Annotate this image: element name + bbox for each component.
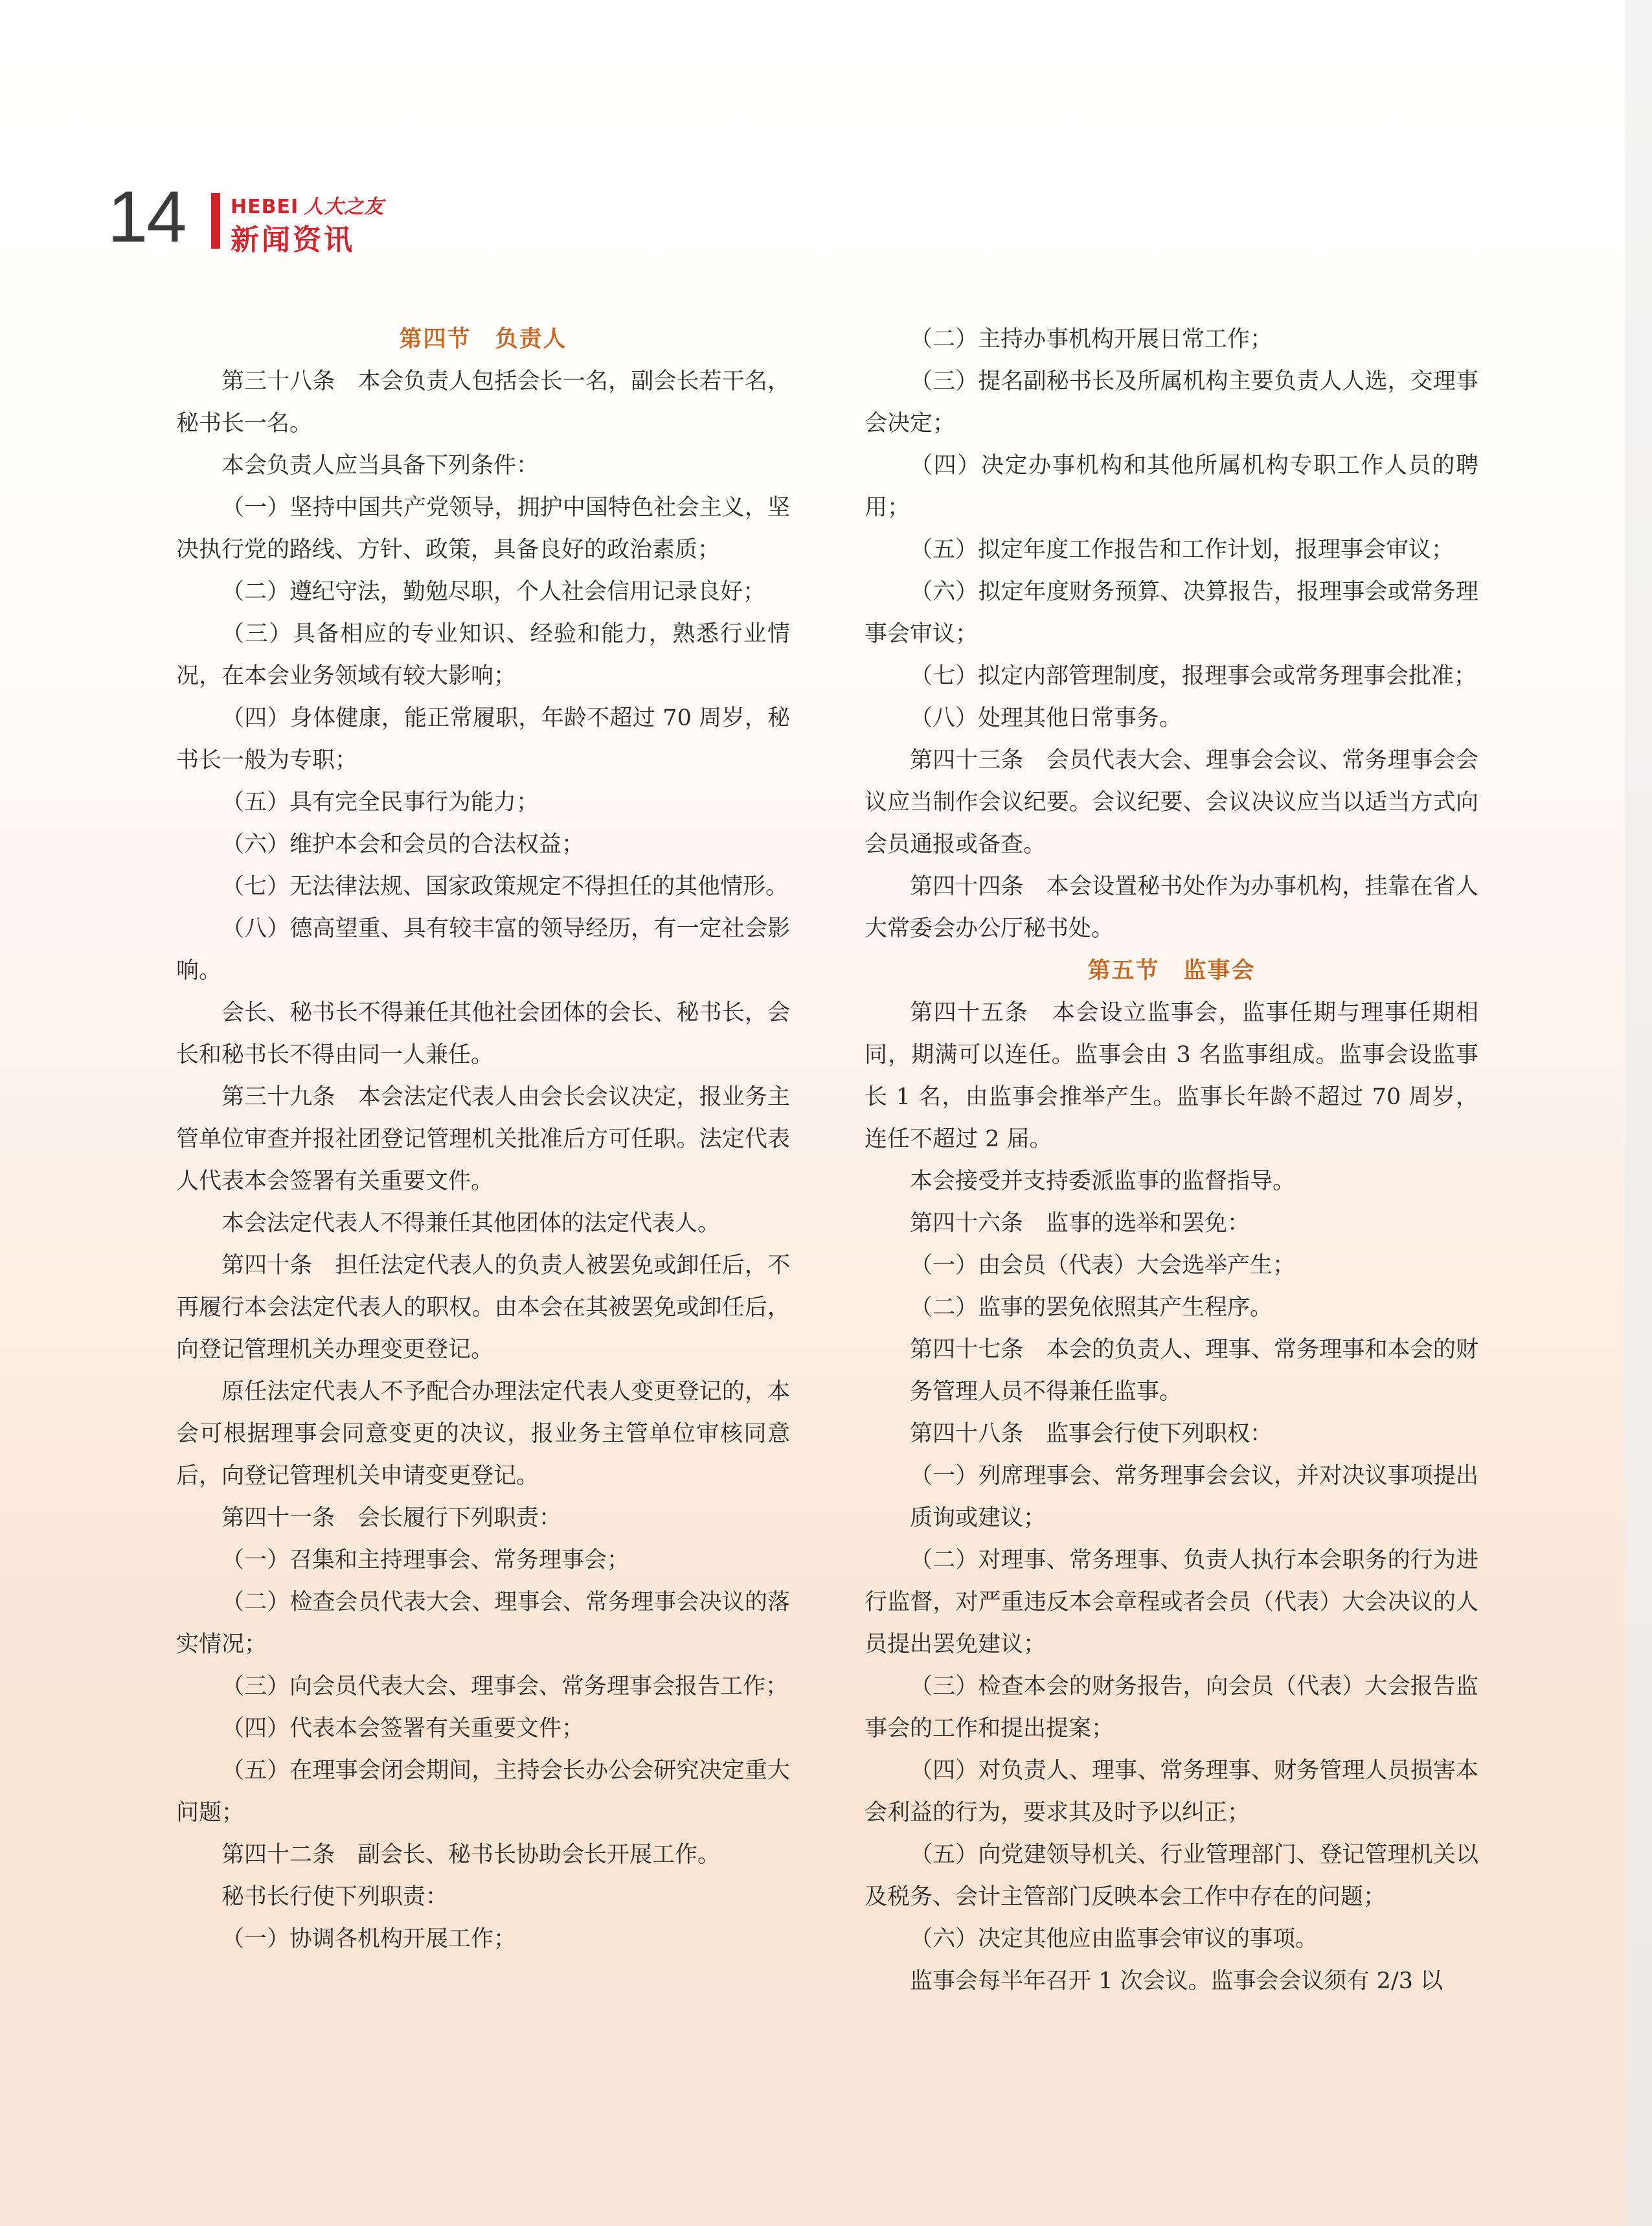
paragraph: （五）在理事会闭会期间，主持会长办公会研究决定重大问题； (176, 1758, 790, 1826)
page-edge-strip (1625, 0, 1652, 2226)
paragraph: （一）召集和主持理事会、常务理事会； (221, 1547, 630, 1573)
section-heading: 第五节 监事会 (1087, 958, 1256, 984)
brand-logo (231, 190, 384, 219)
paragraph: （二）对理事、常务理事、负责人执行本会职务的行为进行监督，对严重违反本会章程或者会员（代表）大会决议的人员提出罢免建议； (865, 1547, 1478, 1657)
paragraph: 会长、秘书长不得兼任其他社会团体的会长、秘书长，会长和秘书长不得由同一人兼任。 (176, 1000, 790, 1068)
paragraph: （三）提名副秘书长及所属机构主要负责人人选，交理事会决定； (865, 369, 1478, 437)
paragraph: 第三十九条 本会法定代表人由会长会议决定，报业务主管单位审查并报社团登记管理机关批准后方可任职。法定代表人代表本会签署有关重要文件。 (176, 1084, 790, 1194)
brand-magazine: 人大之友 (304, 196, 385, 218)
paragraph: （一）坚持中国共产党领导，拥护中国特色社会主义，坚决执行党的路线、方针、政策，具备良好的政治素质； (176, 495, 790, 563)
paragraph: （二）主持办事机构开展日常工作； (910, 326, 1273, 352)
paragraph: 原任法定代表人不予配合办理法定代表人变更登记的，本会可根据理事会同意变更的决议，报业务主管单位审核同意后，向登记管理机关申请变更登记。 (176, 1379, 790, 1489)
section-heading: 第四节 负责人 (399, 326, 567, 352)
paragraph: （四）代表本会签署有关重要文件； (221, 1716, 585, 1742)
paragraph: 第四十六条 监事的选举和罢免： (910, 1210, 1250, 1236)
paragraph: （二）监事的罢免依照其产生程序。 (910, 1295, 1273, 1321)
paragraph: 第三十八条 本会负责人包括会长一名，副会长若干名，秘书长一名。 (176, 369, 790, 437)
paragraph: 第四十条 担任法定代表人的负责人被罢免或卸任后，不再履行本会法定代表人的职权。由本会在其被罢免或卸任后，向登记管理机关办理变更登记。 (176, 1253, 790, 1363)
brand-en: HEBEI (231, 196, 299, 218)
paragraph: 第四十八条 监事会行使下列职权： (910, 1421, 1273, 1447)
paragraph: （四）身体健康，能正常履职，年龄不超过 70 周岁，秘书长一般为专职； (176, 705, 790, 773)
paragraph: （八）处理其他日常事务。 (910, 705, 1182, 731)
paragraph: （一）由会员（代表）大会选举产生； (910, 1253, 1296, 1278)
paragraph: （三）向会员代表大会、理事会、常务理事会报告工作； (221, 1674, 789, 1699)
paragraph: （二）遵纪守法，勤勉尽职，个人社会信用记录良好； (221, 579, 766, 605)
paragraph: 第四十七条 本会的负责人、理事、常务理事和本会的财务管理人员不得兼任监事。 (910, 1337, 1478, 1405)
paragraph: （一）列席理事会、常务理事会会议，并对决议事项提出质询或建议； (910, 1463, 1478, 1531)
paragraph: 秘书长行使下列职责： (221, 1884, 449, 1910)
paragraph: 本会法定代表人不得兼任其他团体的法定代表人。 (221, 1210, 721, 1236)
paragraph: （五）拟定年度工作报告和工作计划，报理事会审议； (910, 537, 1454, 563)
section-title: 新闻资讯 (231, 223, 355, 256)
paragraph: （二）检查会员代表大会、理事会、常务理事会决议的落实情况； (176, 1589, 790, 1657)
paragraph: （六）维护本会和会员的合法权益； (221, 832, 585, 857)
brand-bar (211, 193, 220, 249)
paragraph: 第四十三条 会员代表大会、理事会会议、常务理事会会议应当制作会议纪要。会议纪要、会议决议应当以适当方式向会员通报或备查。 (865, 747, 1478, 857)
paragraph: 本会负责人应当具备下列条件： (221, 453, 539, 479)
paragraph: （一）协调各机构开展工作； (221, 1926, 517, 1952)
left-column (176, 319, 790, 1960)
paragraph: （六）拟定年度财务预算、决算报告，报理事会或常务理事会审议； (865, 579, 1478, 647)
paragraph: 第四十二条 副会长、秘书长协助会长开展工作。 (221, 1842, 721, 1868)
paragraph: （三）具备相应的专业知识、经验和能力，熟悉行业情况，在本会业务领域有较大影响； (176, 621, 790, 689)
paragraph: （三）检查本会的财务报告，向会员（代表）大会报告监事会的工作和提出提案； (865, 1674, 1478, 1742)
paragraph: （五）向党建领导机关、行业管理部门、登记管理机关以及税务、会计主管部门反映本会工作中存在的问题； (865, 1842, 1478, 1910)
paragraph: 监事会每半年召开 1 次会议。监事会会议须有 2/3 以 (910, 1968, 1443, 1994)
paragraph: （七）拟定内部管理制度，报理事会或常务理事会批准； (910, 663, 1477, 689)
page-number: 14 (107, 176, 186, 257)
paragraph: （七）无法律法规、国家政策规定不得担任的其他情形。 (221, 874, 789, 900)
paragraph: 第四十一条 会长履行下列职责： (221, 1505, 562, 1531)
paragraph: （五）具有完全民事行为能力； (221, 789, 539, 815)
paragraph: （六）决定其他应由监事会审议的事项。 (910, 1926, 1318, 1952)
right-column (865, 319, 1478, 2003)
paragraph: （四）决定办事机构和其他所属机构专职工作人员的聘用； (865, 453, 1478, 521)
paragraph: 第四十五条 本会设立监事会，监事任期与理事任期相同，期满可以连任。监事会由 3 名监事组成。监事会设监事长 1 名，由监事会推举产生。监事长年龄不超过 70 周岁，连任不超过 2 届。 (865, 1000, 1478, 1152)
paragraph: 第四十四条 本会设置秘书处作为办事机构，挂靠在省人大常委会办公厅秘书处。 (865, 874, 1478, 942)
paragraph: （四）对负责人、理事、常务理事、财务管理人员损害本会利益的行为，要求其及时予以纠正； (865, 1758, 1478, 1826)
paragraph: （八）德高望重、具有较丰富的领导经历，有一定社会影响。 (176, 916, 790, 984)
paragraph: 本会接受并支持委派监事的监督指导。 (910, 1168, 1296, 1194)
